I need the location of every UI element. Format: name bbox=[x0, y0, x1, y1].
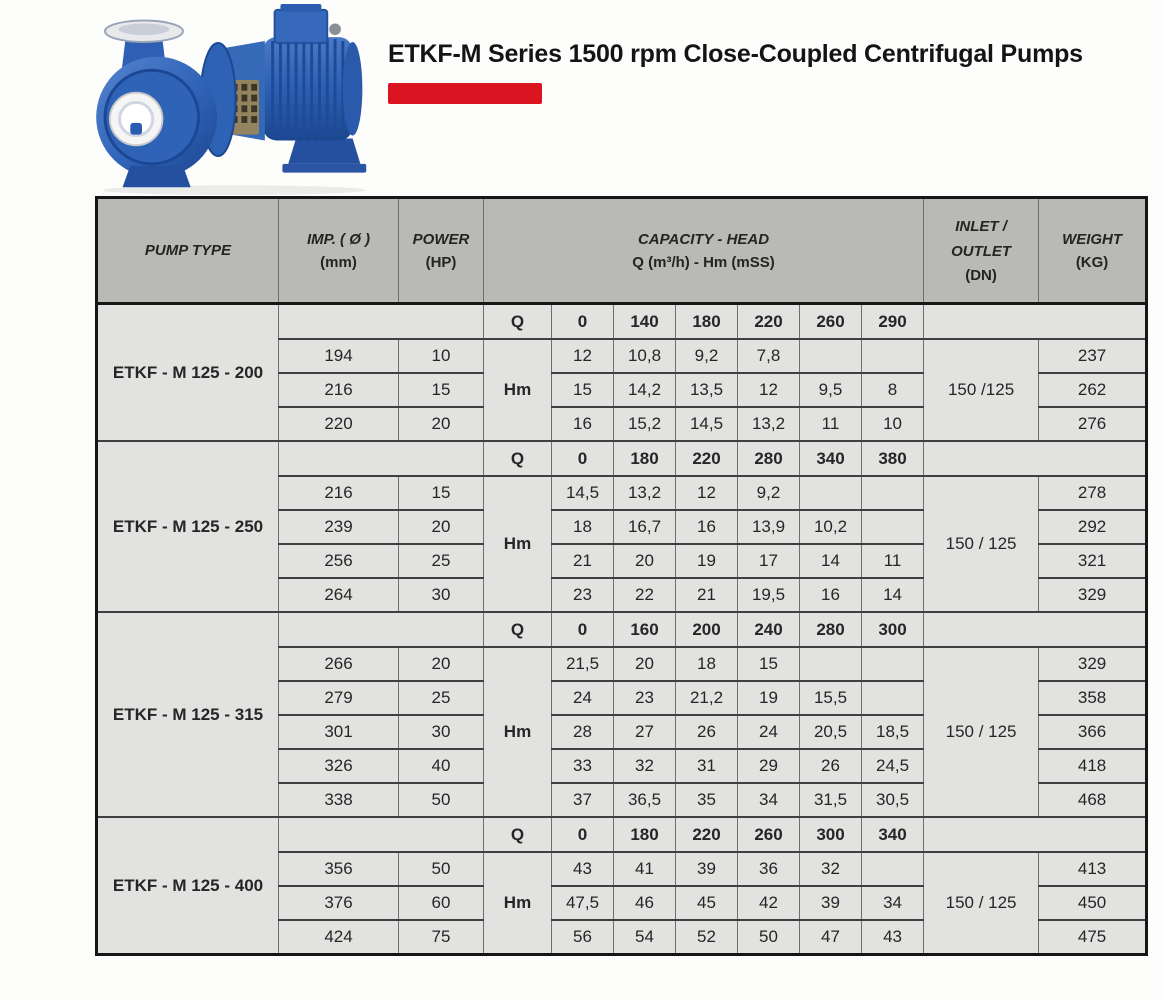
q-value-cell: 140 bbox=[614, 304, 676, 340]
weight-cell: 475 bbox=[1039, 920, 1147, 955]
head-value-cell: 28 bbox=[552, 715, 614, 749]
empty-band-cell bbox=[279, 441, 484, 476]
power-cell: 30 bbox=[399, 715, 484, 749]
weight-cell: 262 bbox=[1039, 373, 1147, 407]
head-value-cell: 47 bbox=[800, 920, 862, 955]
weight-cell: 321 bbox=[1039, 544, 1147, 578]
head-value-cell: 14,2 bbox=[614, 373, 676, 407]
header-label: CAPACITY - HEAD bbox=[637, 230, 770, 248]
head-value-cell bbox=[800, 476, 862, 510]
head-value-cell: 14 bbox=[862, 578, 924, 612]
q-value-cell: 260 bbox=[738, 817, 800, 852]
pump-type-cell: ETKF - M 125 - 400 bbox=[97, 817, 279, 955]
head-value-cell: 11 bbox=[800, 407, 862, 441]
power-cell: 50 bbox=[399, 852, 484, 886]
q-value-cell: 290 bbox=[862, 304, 924, 340]
q-value-cell: 280 bbox=[738, 441, 800, 476]
col-header-impeller bbox=[279, 198, 399, 304]
weight-cell: 292 bbox=[1039, 510, 1147, 544]
impeller-diameter-cell: 194 bbox=[279, 339, 399, 373]
head-value-cell: 41 bbox=[614, 852, 676, 886]
head-value-cell: 10,2 bbox=[800, 510, 862, 544]
head-value-cell: 26 bbox=[676, 715, 738, 749]
head-value-cell: 18 bbox=[676, 647, 738, 681]
q-value-cell: 220 bbox=[738, 304, 800, 340]
q-header-row bbox=[97, 612, 1147, 647]
head-value-cell: 10,8 bbox=[614, 339, 676, 373]
inlet-outlet-cell: 150 / 125 bbox=[924, 852, 1039, 955]
head-value-cell: 24 bbox=[552, 681, 614, 715]
pump-photo bbox=[70, 2, 370, 197]
col-header-inlet-outlet bbox=[924, 198, 1039, 304]
empty-band-cell bbox=[279, 817, 484, 852]
head-value-cell: 34 bbox=[862, 886, 924, 920]
power-cell: 20 bbox=[399, 647, 484, 681]
weight-cell: 329 bbox=[1039, 578, 1147, 612]
q-value-cell: 0 bbox=[552, 817, 614, 852]
q-value-cell: 220 bbox=[676, 441, 738, 476]
header-unit: (KG) bbox=[1075, 254, 1109, 271]
header-label: POWER bbox=[412, 230, 470, 248]
inlet-outlet-cell: 150 / 125 bbox=[924, 647, 1039, 817]
q-value-cell: 180 bbox=[614, 441, 676, 476]
inlet-outlet-cell: 150 / 125 bbox=[924, 476, 1039, 612]
weight-cell: 413 bbox=[1039, 852, 1147, 886]
head-value-cell: 19 bbox=[738, 681, 800, 715]
impeller-diameter-cell: 264 bbox=[279, 578, 399, 612]
hm-label-cell: Hm bbox=[484, 476, 552, 612]
head-value-cell: 9,5 bbox=[800, 373, 862, 407]
impeller-diameter-cell: 326 bbox=[279, 749, 399, 783]
head-value-cell: 9,2 bbox=[676, 339, 738, 373]
head-value-cell bbox=[800, 339, 862, 373]
weight-cell: 237 bbox=[1039, 339, 1147, 373]
impeller-diameter-cell: 216 bbox=[279, 373, 399, 407]
q-label-cell: Q bbox=[484, 304, 552, 340]
head-value-cell: 16 bbox=[676, 510, 738, 544]
weight-cell: 418 bbox=[1039, 749, 1147, 783]
power-cell: 15 bbox=[399, 476, 484, 510]
q-value-cell: 180 bbox=[676, 304, 738, 340]
head-value-cell: 32 bbox=[614, 749, 676, 783]
weight-cell: 276 bbox=[1039, 407, 1147, 441]
empty-band-cell bbox=[924, 441, 1147, 476]
head-value-cell: 30,5 bbox=[862, 783, 924, 817]
head-value-cell: 7,8 bbox=[738, 339, 800, 373]
header-unit: (DN) bbox=[965, 266, 997, 284]
power-cell: 15 bbox=[399, 373, 484, 407]
head-value-cell: 23 bbox=[614, 681, 676, 715]
power-cell: 10 bbox=[399, 339, 484, 373]
col-header-power bbox=[399, 198, 484, 304]
impeller-diameter-cell: 356 bbox=[279, 852, 399, 886]
head-value-cell: 31,5 bbox=[800, 783, 862, 817]
q-value-cell: 220 bbox=[676, 817, 738, 852]
head-value-cell: 26 bbox=[800, 749, 862, 783]
head-value-cell: 43 bbox=[862, 920, 924, 955]
head-value-cell: 21,2 bbox=[676, 681, 738, 715]
q-value-cell: 260 bbox=[800, 304, 862, 340]
head-value-cell: 32 bbox=[800, 852, 862, 886]
head-value-cell: 31 bbox=[676, 749, 738, 783]
empty-band-cell bbox=[279, 612, 484, 647]
power-cell: 50 bbox=[399, 783, 484, 817]
pump-illustration bbox=[70, 2, 370, 197]
head-value-cell: 39 bbox=[676, 852, 738, 886]
power-cell: 60 bbox=[399, 886, 484, 920]
head-value-cell: 42 bbox=[738, 886, 800, 920]
head-value-cell: 35 bbox=[676, 783, 738, 817]
impeller-diameter-cell: 376 bbox=[279, 886, 399, 920]
head-value-cell: 13,9 bbox=[738, 510, 800, 544]
head-value-cell: 47,5 bbox=[552, 886, 614, 920]
head-value-cell: 56 bbox=[552, 920, 614, 955]
weight-cell: 450 bbox=[1039, 886, 1147, 920]
head-value-cell: 14,5 bbox=[676, 407, 738, 441]
pump-type-cell: ETKF - M 125 - 250 bbox=[97, 441, 279, 612]
title-block bbox=[388, 40, 1148, 104]
pump-type-cell: ETKF - M 125 - 200 bbox=[97, 304, 279, 442]
weight-cell: 366 bbox=[1039, 715, 1147, 749]
q-value-cell: 280 bbox=[800, 612, 862, 647]
empty-band-cell bbox=[924, 817, 1147, 852]
impeller-diameter-cell: 424 bbox=[279, 920, 399, 955]
head-value-cell: 46 bbox=[614, 886, 676, 920]
power-cell: 20 bbox=[399, 510, 484, 544]
table-header-row bbox=[97, 198, 1147, 304]
head-value-cell: 16 bbox=[552, 407, 614, 441]
head-value-cell: 21 bbox=[552, 544, 614, 578]
head-value-cell bbox=[862, 339, 924, 373]
power-cell: 20 bbox=[399, 407, 484, 441]
head-value-cell: 12 bbox=[676, 476, 738, 510]
q-value-cell: 340 bbox=[800, 441, 862, 476]
power-cell: 30 bbox=[399, 578, 484, 612]
head-value-cell: 52 bbox=[676, 920, 738, 955]
impeller-diameter-cell: 266 bbox=[279, 647, 399, 681]
head-value-cell: 22 bbox=[614, 578, 676, 612]
header-unit: Q (m³/h) - Hm (mSS) bbox=[632, 254, 775, 271]
header-label: INLET / OUTLET bbox=[951, 217, 1012, 261]
head-value-cell: 13,5 bbox=[676, 373, 738, 407]
q-label-cell: Q bbox=[484, 441, 552, 476]
power-cell: 25 bbox=[399, 681, 484, 715]
col-header-capacity-head bbox=[484, 198, 924, 304]
head-value-cell: 15 bbox=[552, 373, 614, 407]
header-label: WEIGHT bbox=[1062, 230, 1123, 248]
head-value-cell: 15,2 bbox=[614, 407, 676, 441]
power-cell: 40 bbox=[399, 749, 484, 783]
head-value-cell: 8 bbox=[862, 373, 924, 407]
page-title: ETKF-M Series 1500 rpm Close-Coupled Centrifugal Pumps bbox=[388, 40, 1083, 68]
head-value-cell: 54 bbox=[614, 920, 676, 955]
head-value-cell: 23 bbox=[552, 578, 614, 612]
head-value-cell: 16 bbox=[800, 578, 862, 612]
header-label: IMP. ( Ø ) bbox=[306, 230, 371, 248]
q-value-cell: 0 bbox=[552, 304, 614, 340]
q-value-cell: 200 bbox=[676, 612, 738, 647]
impeller-diameter-cell: 220 bbox=[279, 407, 399, 441]
head-value-cell: 39 bbox=[800, 886, 862, 920]
hm-label-cell: Hm bbox=[484, 647, 552, 817]
q-header-row bbox=[97, 441, 1147, 476]
head-value-cell: 29 bbox=[738, 749, 800, 783]
head-value-cell: 10 bbox=[862, 407, 924, 441]
head-value-cell: 24,5 bbox=[862, 749, 924, 783]
q-value-cell: 0 bbox=[552, 612, 614, 647]
head-value-cell: 16,7 bbox=[614, 510, 676, 544]
head-value-cell bbox=[862, 510, 924, 544]
head-value-cell: 13,2 bbox=[614, 476, 676, 510]
impeller-diameter-cell: 279 bbox=[279, 681, 399, 715]
head-value-cell: 19 bbox=[676, 544, 738, 578]
red-accent-bar bbox=[388, 83, 542, 104]
weight-cell: 358 bbox=[1039, 681, 1147, 715]
head-value-cell: 21,5 bbox=[552, 647, 614, 681]
hm-label-cell: Hm bbox=[484, 852, 552, 955]
head-value-cell: 14,5 bbox=[552, 476, 614, 510]
impeller-diameter-cell: 216 bbox=[279, 476, 399, 510]
head-value-cell: 17 bbox=[738, 544, 800, 578]
power-cell: 25 bbox=[399, 544, 484, 578]
impeller-diameter-cell: 338 bbox=[279, 783, 399, 817]
head-value-cell bbox=[862, 681, 924, 715]
q-value-cell: 300 bbox=[862, 612, 924, 647]
empty-band-cell bbox=[279, 304, 484, 340]
head-value-cell: 21 bbox=[676, 578, 738, 612]
head-value-cell: 34 bbox=[738, 783, 800, 817]
pump-type-cell: ETKF - M 125 - 315 bbox=[97, 612, 279, 817]
head-value-cell: 13,2 bbox=[738, 407, 800, 441]
q-value-cell: 300 bbox=[800, 817, 862, 852]
head-value-cell: 18,5 bbox=[862, 715, 924, 749]
header-label: PUMP TYPE bbox=[144, 241, 232, 259]
weight-cell: 329 bbox=[1039, 647, 1147, 681]
header-unit: (HP) bbox=[425, 254, 457, 271]
head-value-cell: 20 bbox=[614, 647, 676, 681]
head-value-cell: 43 bbox=[552, 852, 614, 886]
hm-label-cell: Hm bbox=[484, 339, 552, 441]
head-value-cell bbox=[862, 476, 924, 510]
q-header-row bbox=[97, 304, 1147, 340]
head-value-cell: 11 bbox=[862, 544, 924, 578]
pump-spec-table bbox=[95, 196, 1148, 956]
head-value-cell: 12 bbox=[738, 373, 800, 407]
head-value-cell: 15,5 bbox=[800, 681, 862, 715]
col-header-weight bbox=[1039, 198, 1147, 304]
q-value-cell: 340 bbox=[862, 817, 924, 852]
q-value-cell: 0 bbox=[552, 441, 614, 476]
weight-cell: 278 bbox=[1039, 476, 1147, 510]
head-value-cell: 36,5 bbox=[614, 783, 676, 817]
q-label-cell: Q bbox=[484, 817, 552, 852]
empty-band-cell bbox=[924, 612, 1147, 647]
q-value-cell: 160 bbox=[614, 612, 676, 647]
head-value-cell: 15 bbox=[738, 647, 800, 681]
weight-cell: 468 bbox=[1039, 783, 1147, 817]
head-value-cell: 14 bbox=[800, 544, 862, 578]
q-header-row bbox=[97, 817, 1147, 852]
inlet-outlet-cell: 150 /125 bbox=[924, 339, 1039, 441]
head-value-cell: 19,5 bbox=[738, 578, 800, 612]
head-value-cell: 36 bbox=[738, 852, 800, 886]
q-label-cell: Q bbox=[484, 612, 552, 647]
empty-band-cell bbox=[924, 304, 1147, 340]
q-value-cell: 380 bbox=[862, 441, 924, 476]
col-header-pump-type bbox=[97, 198, 279, 304]
q-value-cell: 240 bbox=[738, 612, 800, 647]
impeller-diameter-cell: 239 bbox=[279, 510, 399, 544]
head-value-cell: 20,5 bbox=[800, 715, 862, 749]
impeller-diameter-cell: 301 bbox=[279, 715, 399, 749]
head-value-cell: 24 bbox=[738, 715, 800, 749]
q-value-cell: 180 bbox=[614, 817, 676, 852]
head-value-cell bbox=[800, 647, 862, 681]
power-cell: 75 bbox=[399, 920, 484, 955]
impeller-diameter-cell: 256 bbox=[279, 544, 399, 578]
head-value-cell bbox=[862, 647, 924, 681]
head-value-cell: 9,2 bbox=[738, 476, 800, 510]
head-value-cell: 12 bbox=[552, 339, 614, 373]
head-value-cell: 20 bbox=[614, 544, 676, 578]
head-value-cell: 27 bbox=[614, 715, 676, 749]
head-value-cell: 45 bbox=[676, 886, 738, 920]
head-value-cell: 50 bbox=[738, 920, 800, 955]
head-value-cell: 37 bbox=[552, 783, 614, 817]
header-unit: (mm) bbox=[320, 254, 357, 271]
head-value-cell: 18 bbox=[552, 510, 614, 544]
head-value-cell bbox=[862, 852, 924, 886]
head-value-cell: 33 bbox=[552, 749, 614, 783]
